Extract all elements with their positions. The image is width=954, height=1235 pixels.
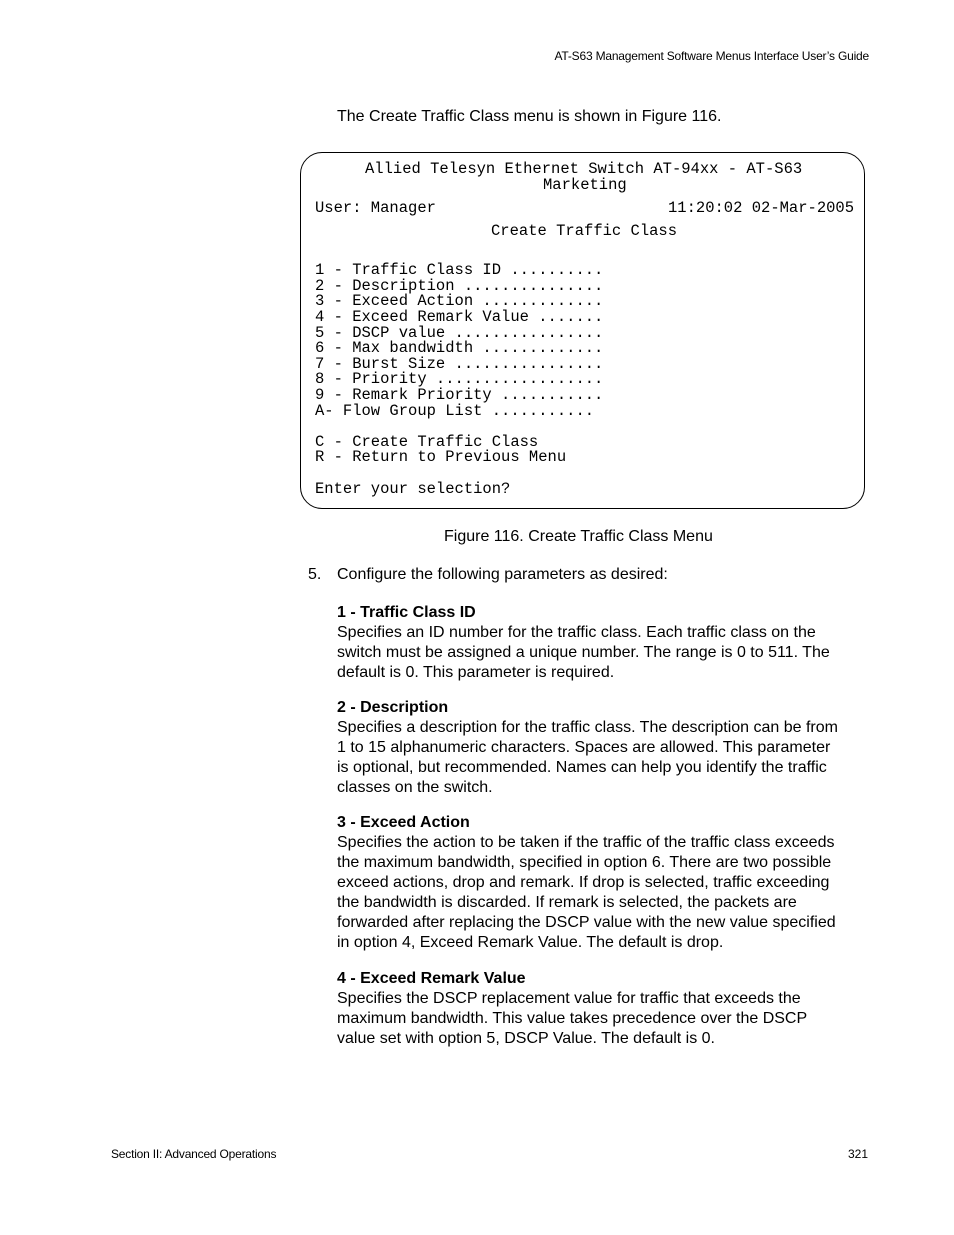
- terminal-prompt: Enter your selection?: [315, 480, 511, 498]
- figure-caption: Figure 116. Create Traffic Class Menu: [444, 528, 713, 545]
- param-line: default is 0. This parameter is required.: [337, 664, 615, 681]
- param-line: the bandwidth is discarded. If remark is selected, the packets are: [337, 894, 797, 911]
- terminal-datetime: 11:20:02 02-Mar-2005: [668, 199, 855, 217]
- param-description: [337, 698, 869, 798]
- param-line: forwarded after replacing the DSCP value with the new value specified: [337, 914, 836, 931]
- menu-option-remark-priority: 9 - Remark Priority ...........: [315, 386, 604, 404]
- menu-option-description: 2 - Description ...............: [315, 277, 604, 295]
- menu-option-dscp-value: 5 - DSCP value ................: [315, 324, 604, 342]
- terminal-menu-title: Create Traffic Class: [491, 222, 678, 240]
- param-heading: 3 - Exceed Action: [337, 814, 470, 831]
- menu-option-flow-group-list: A- Flow Group List ...........: [315, 402, 595, 420]
- param-line: switch must be assigned a unique number. The range is 0 to 511. The: [337, 644, 830, 661]
- param-heading: 2 - Description: [337, 699, 449, 716]
- terminal-title: Allied Telesyn Ethernet Switch AT-94xx - AT-S63: [365, 160, 803, 178]
- param-line: exceed actions, drop and remark. If drop is selected, traffic exceeding: [337, 874, 830, 891]
- param-line: Specifies the DSCP replacement value for traffic that exceeds the: [337, 990, 801, 1007]
- menu-option-burst-size: 7 - Burst Size ................: [315, 355, 604, 373]
- step-number: 5.: [308, 566, 322, 583]
- param-line: value set with option 5, DSCP Value. The default is 0.: [337, 1030, 715, 1047]
- param-heading: 1 - Traffic Class ID: [337, 604, 476, 621]
- procedure-step: [308, 566, 668, 584]
- step-text: Configure the following parameters as desired:: [337, 566, 668, 583]
- param-line: maximum bandwidth. This value takes precedence over the DSCP: [337, 1010, 808, 1027]
- param-line: the maximum bandwidth, specified in option 6. There are two possible: [337, 854, 832, 871]
- param-line: is optional, but recommended. Names can help you identify the traffic: [337, 759, 827, 776]
- page-number: 321: [847, 1147, 868, 1161]
- param-line: Specifies a description for the traffic class. The description can be from: [337, 719, 838, 736]
- running-header: AT-S63 Management Software Menus Interface User’s Guide: [554, 49, 869, 63]
- terminal-screen: [300, 152, 865, 509]
- param-heading: 4 - Exceed Remark Value: [337, 970, 526, 987]
- menu-option-exceed-action: 3 - Exceed Action .............: [315, 292, 604, 310]
- param-line: classes on the switch.: [337, 779, 493, 796]
- param-line: in option 4, Exceed Remark Value. The default is drop.: [337, 934, 724, 951]
- param-line: 1 to 15 alphanumeric characters. Spaces are allowed. This parameter: [337, 739, 831, 756]
- menu-action-create: C - Create Traffic Class: [315, 433, 539, 451]
- menu-option-traffic-class-id: 1 - Traffic Class ID ..........: [315, 261, 604, 279]
- menu-action-return: R - Return to Previous Menu: [315, 448, 567, 466]
- param-line: Specifies an ID number for the traffic class. Each traffic class on the: [337, 624, 816, 641]
- menu-option-max-bandwidth: 6 - Max bandwidth .............: [315, 339, 604, 357]
- param-exceed-remark-value: [337, 969, 869, 1049]
- footer-section: Section II: Advanced Operations: [111, 1147, 277, 1161]
- menu-option-priority: 8 - Priority ..................: [315, 370, 604, 388]
- terminal-user: User: Manager: [315, 199, 436, 217]
- param-traffic-class-id: [337, 603, 869, 683]
- param-line: Specifies the action to be taken if the traffic of the traffic class exceeds: [337, 834, 835, 851]
- intro-text: The Create Traffic Class menu is shown in Figure 116.: [337, 108, 722, 125]
- terminal-subtitle: Marketing: [543, 176, 627, 194]
- menu-option-exceed-remark-value: 4 - Exceed Remark Value .......: [315, 308, 604, 326]
- param-exceed-action: [337, 813, 869, 953]
